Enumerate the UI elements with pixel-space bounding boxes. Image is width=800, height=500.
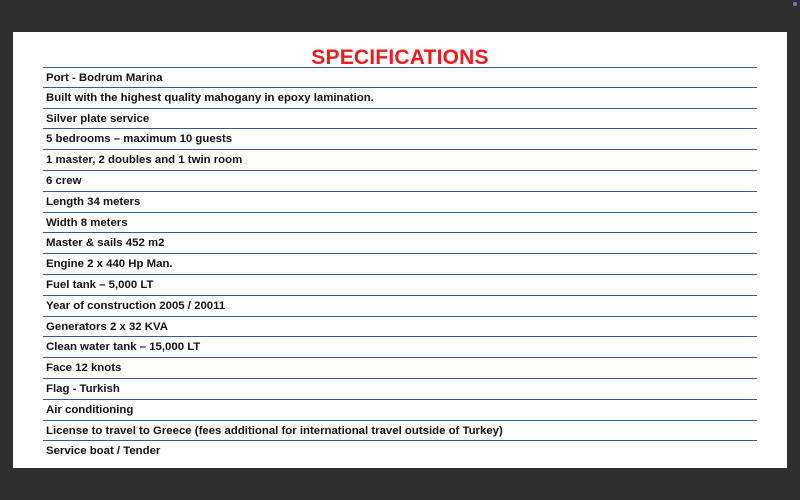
spec-item-flag: Flag - Turkish: [43, 379, 757, 400]
spec-item-engine: Engine 2 x 440 Hp Man.: [43, 254, 757, 275]
spec-item-sails: Master & sails 452 m2: [43, 233, 757, 254]
spec-item-air-conditioning: Air conditioning: [43, 400, 757, 421]
spec-item-speed: Face 12 knots: [43, 358, 757, 379]
slide: [13, 32, 787, 468]
spec-item-service: Silver plate service: [43, 109, 757, 130]
spec-item-width: Width 8 meters: [43, 213, 757, 234]
spec-list: [43, 67, 757, 462]
spec-item-construction-material: Built with the highest quality mahogany in epoxy lamination.: [43, 88, 757, 109]
spec-item-room-types: 1 master, 2 doubles and 1 twin room: [43, 150, 757, 171]
spec-item-fuel-tank: Fuel tank – 5,000 LT: [43, 275, 757, 296]
spec-item-crew: 6 crew: [43, 171, 757, 192]
spec-item-port: Port - Bodrum Marina: [43, 67, 757, 88]
spec-item-length: Length 34 meters: [43, 192, 757, 213]
spec-item-generators: Generators 2 x 32 KVA: [43, 317, 757, 338]
status-dot: [793, 2, 797, 6]
spec-item-water-tank: Clean water tank – 15,000 LT: [43, 337, 757, 358]
spec-item-bedrooms: 5 bedrooms – maximum 10 guests: [43, 129, 757, 150]
spec-item-tender: Service boat / Tender: [46, 445, 161, 458]
slide-title: SPECIFICATIONS: [311, 46, 489, 69]
spec-item-year: Year of construction 2005 / 20011: [43, 296, 757, 317]
spec-item-license: License to travel to Greece (fees additional for international travel outside of Turkey): [43, 421, 757, 442]
